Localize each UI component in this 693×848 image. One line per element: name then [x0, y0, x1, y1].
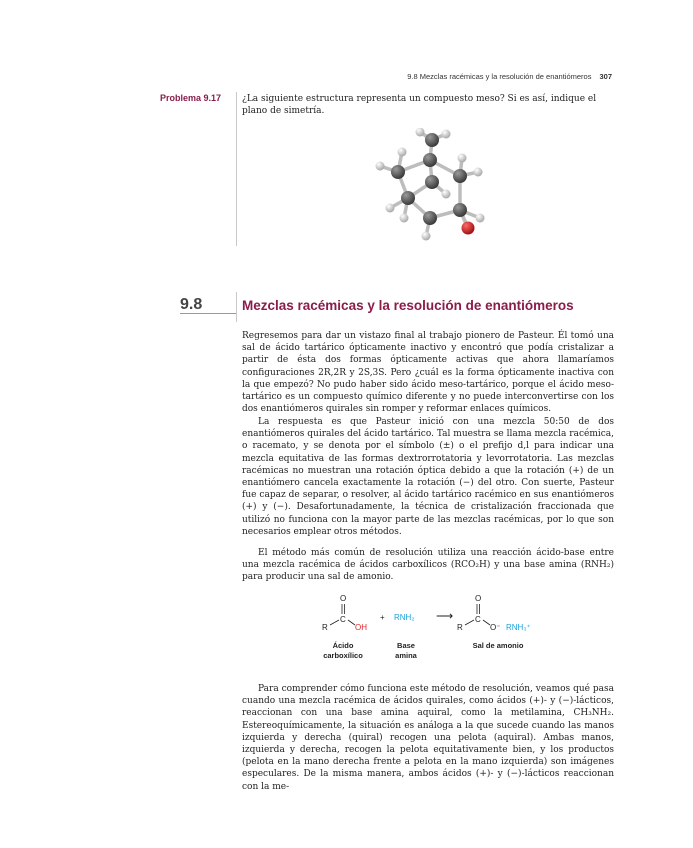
problem-divider: [236, 92, 237, 246]
salt-r-group: R: [457, 623, 463, 632]
acid-r-group: R: [322, 623, 328, 632]
plus-sign: +: [380, 613, 385, 622]
acid-carbonyl-o: O: [340, 594, 347, 603]
paragraph-3: El método más común de resolución utiliza una reacción ácido-base entre una mezcla racémica de ácidos carboxílicos (RCO₂H) y una base amina (RNH₂) para producir una sal de amonio.: [242, 548, 614, 583]
paragraph-4: Para comprender cómo funciona este método de resolución, veamos qué pasa cuando una mezcla racémica de ácidos quirales, como ácidos (+)- y (−)-lácticos, reaccionan con una base amina aquiral, como la metilamina, CH₃NH₂. Estereoquímicamente, la situación es análoga a la que sucede cuando las manos izquierda y derecha (quiral) recogen una pelota (aquiral). Ambas manos, izquierda y derecha, recogen la pelota equitativamente bien, y los productos (pelota en la mano derecha frente a pelota en la mano izquierda) son imágenes especulares. De la misma manera, ambos ácidos (+)- y (−)-lácticos reaccionan con la me-: [242, 684, 614, 792]
label-base-line1: Base: [397, 641, 415, 650]
running-header: [330, 72, 612, 81]
salt-carbonyl-o: O: [475, 594, 482, 603]
section-number: 9.8: [180, 296, 203, 313]
salt-carbon: C: [475, 615, 481, 624]
section-number-rule: [180, 313, 236, 314]
section-divider: [236, 292, 237, 322]
acid-oh: OH: [355, 623, 367, 632]
paragraph-2: La respuesta es que Pasteur inició con una mezcla 50:50 de dos enantiómeros quirales del ácido tartárico. Tal muestra se llama mezcla racémica, o racemato, y se denota por el símbolo (±) o el prefijo d,l para indicar una mezcla equitativa de las formas dextrorrotatoria y levorrotatoria. Las mezclas racémicas no muestran una rotación óptica debido a que la rotación (+) de un enantiómero cancela exactamente la rotación (−) del otro. Con suerte, Pasteur fue capaz de separar, o resolver, al ácido tartárico racémico en sus enantiómeros (+) y (−). Desafortunadamente, la técnica de cristalización fraccionada que utilizó no funciona con la mayor parte de las mezclas racémicas, por lo que son necesarios emplear otros métodos.: [242, 417, 614, 537]
label-base-line2: amina: [395, 651, 417, 660]
label-salt: Sal de amonio: [472, 641, 524, 650]
problem-text: ¿La siguiente estructura representa un compuesto meso? Si es así, indique el plano de simetría.: [242, 94, 597, 117]
amine-base: RNH₂: [394, 613, 415, 622]
reaction-arrow: ⟶: [436, 609, 454, 623]
label-acid-line1: Ácido: [332, 641, 354, 650]
acid-carbon: C: [340, 615, 346, 624]
ball-and-stick-molecule: [350, 128, 500, 246]
section-title: Mezclas racémicas y la resolución de enantiómeros: [242, 298, 574, 313]
ammonium-cation: RNH₃⁺: [506, 623, 531, 632]
acid-base-reaction-scheme: [318, 594, 548, 664]
paragraph-1: Regresemos para dar un vistazo final al trabajo pionero de Pasteur. Él tomó una sal de ácido tartárico ópticamente inactivo y encontró que podía cristalizar a partir de ésta dos formas ópticamente activas que ahora llamaríamos configuraciones 2R,2R y 2S,3S. Pero ¿cuál es la forma ópticamente inactiva con la que empezó? No pudo haber sido ácido meso-tartárico, porque el ácido meso-tartárico es un compuesto químico diferente y no puede interconvertirse con los dos enantiómeros quirales sin romper y reformar enlaces químicos.: [242, 331, 614, 415]
label-acid-line2: carboxílico: [323, 651, 363, 660]
running-title: 9.8 Mezclas racémicas y la resolución de enantiómeros: [407, 72, 592, 81]
carboxylate-anion: O⁻: [490, 623, 501, 632]
problem-label: Problema 9.17: [160, 93, 222, 103]
page-number: 307: [599, 72, 612, 81]
